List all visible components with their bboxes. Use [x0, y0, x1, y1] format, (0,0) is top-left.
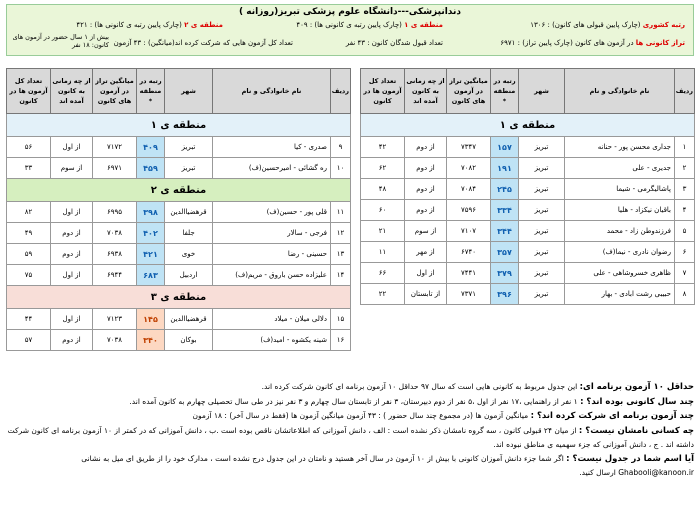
joined-since: از سوم	[51, 158, 93, 179]
table-row	[7, 265, 351, 286]
table-row	[7, 158, 351, 179]
exam-count: ۱۱	[361, 242, 405, 263]
rank-in-region: ۳۹۸	[137, 202, 165, 223]
note-question: آیا اسم شما در جدول نیست؟ :	[566, 453, 694, 464]
city: تبریز	[519, 242, 565, 263]
avg-taraz: ۶۹۹۵	[93, 202, 137, 223]
joined-since: از دوم	[51, 244, 93, 265]
rank-in-region: ۱۴۵	[137, 309, 165, 330]
exam-count: ۴۴	[7, 309, 51, 330]
col-count: تعداد کل آزمون ها در کانون	[7, 69, 51, 114]
avg-taraz: ۷۱۲۳	[93, 309, 137, 330]
row-number: ۲	[675, 158, 695, 179]
col-name: نام خانوادگی و نام	[213, 69, 331, 114]
row-number: ۱	[675, 137, 695, 158]
table-row	[361, 200, 695, 221]
note-answer: ۱ نفر از راهنمایی ،۱۷ نفر از اول ،۵ نفر از دوم دبیرستان، ۳ نفر از تابستان سال چهارم و ۳ نفر نیز در طی سال تحصیلی چهارم به کانون آمده اند.	[129, 396, 581, 406]
note-line	[6, 452, 694, 467]
table-row	[361, 179, 695, 200]
joined-since: از دوم	[405, 200, 447, 221]
avg-taraz: ۶۹۳۸	[93, 244, 137, 265]
note-answer: Ghabooli@kanoon.ir ارسال کنید.	[579, 468, 694, 477]
rank-in-region: ۳۴۰	[137, 330, 165, 351]
student-name: باقیان نیکزاد - هلیا	[565, 200, 675, 221]
row-number: ۱۲	[331, 223, 351, 244]
note-line	[6, 380, 694, 395]
joined-since: از اول	[51, 265, 93, 286]
col-name: نام خانوادگی و نام	[565, 69, 675, 114]
student-name: پاشالیگرمی - شیما	[565, 179, 675, 200]
avg-taraz: ۷۱۰۷	[447, 221, 491, 242]
student-name: حسینی - رضا	[213, 244, 331, 265]
exam-count: ۲۱	[361, 221, 405, 242]
city: تبریز	[519, 284, 565, 305]
city: جلفا	[165, 223, 213, 244]
note-answer: از میان ۲۴ قبولی کانون ، سه گروه نامشان ذکر نشده است : الف ، دانش آموزانی که اطلاعاتشان ناقص بوده است .ب ، دانش آموزانی که در کمتر از ۱۰ آزمون برنامه ای کانون شرکت داشته اند . ج ، دانش آموزانی که جزء سهمیه ی مناطق نبوده اند.	[7, 425, 694, 449]
rank-in-region: ۱۵۷	[491, 137, 519, 158]
table-row	[7, 223, 351, 244]
rank-in-region: ۳۷۹	[491, 263, 519, 284]
avg-taraz: ۷۵۹۶	[447, 200, 491, 221]
city: بوکان	[165, 330, 213, 351]
row-number: ۱۱	[331, 202, 351, 223]
notes-section	[6, 380, 694, 481]
student-name: حبیبی رشت ابادی - بهار	[565, 284, 675, 305]
student-name: علیزاده حسن باروق - مریم(ف)	[213, 265, 331, 286]
city: تبریز	[519, 158, 565, 179]
table-row	[361, 284, 695, 305]
city: تبریز	[519, 137, 565, 158]
table-row	[361, 158, 695, 179]
student-name: شینه یکشوه - امید(ف)	[213, 330, 331, 351]
row-number: ۹	[331, 137, 351, 158]
col-count: تعداد کل آزمون ها در کانون	[361, 69, 405, 114]
row-number: ۱۶	[331, 330, 351, 351]
avg-taraz: ۷۰۳۸	[93, 330, 137, 351]
exam-count: ۶۶	[361, 263, 405, 284]
joined-since: از دوم	[51, 330, 93, 351]
joined-since: از دوم	[51, 223, 93, 244]
table-row	[361, 221, 695, 242]
joined-since: از دوم	[405, 179, 447, 200]
table-row	[361, 137, 695, 158]
joined-since: از دوم	[405, 158, 447, 179]
student-name: رضوان نادری - نیما(ف)	[565, 242, 675, 263]
student-name: فرزندوطن زاد - محمد	[565, 221, 675, 242]
row-number: ۵	[675, 221, 695, 242]
table-row	[361, 263, 695, 284]
joined-since: از سوم	[405, 221, 447, 242]
exam-count: ۸۲	[7, 202, 51, 223]
region-heading: منطقه ی ۱	[7, 114, 351, 137]
rank-in-region: ۶۸۳	[137, 265, 165, 286]
row-number: ۱۰	[331, 158, 351, 179]
city: اردبیل	[165, 265, 213, 286]
note-line	[6, 424, 694, 452]
table-row	[7, 244, 351, 265]
exam-count: ۴۸	[361, 179, 405, 200]
student-name: قلی پور - حسین(ف)	[213, 202, 331, 223]
rank-in-region: ۴۰۹	[137, 137, 165, 158]
note-line	[6, 466, 694, 481]
row-number: ۴	[675, 200, 695, 221]
avg-taraz: ۷۳۷۱	[447, 284, 491, 305]
city: تبریز	[519, 179, 565, 200]
row-number: ۳	[675, 179, 695, 200]
row-number: ۶	[675, 242, 695, 263]
table-row	[7, 330, 351, 351]
accepted-count: تعداد قبول شدگان کانون : ۴۳ نفر	[345, 39, 443, 47]
student-name: جداری محسن پور - حنانه	[565, 137, 675, 158]
exam-count: ۲۲	[361, 284, 405, 305]
rank-in-region: ۱۹۱	[491, 158, 519, 179]
joined-since: از اول	[51, 202, 93, 223]
row-number: ۱۳	[331, 244, 351, 265]
row-number: ۸	[675, 284, 695, 305]
avg-taraz: ۷۰۸۴	[447, 179, 491, 200]
student-name: ظاهری خسروشاهی - علی	[565, 263, 675, 284]
rank-in-region: ۲۴۵	[491, 179, 519, 200]
note-question: حداقل ۱۰ آزمون برنامه ای:	[579, 382, 694, 392]
table-row	[7, 137, 351, 158]
col-rank: رتبه در منطقه *	[491, 69, 519, 114]
note-question: چه کسانی نامشان نیست؟ :	[578, 425, 694, 436]
table-row	[361, 242, 695, 263]
rank-in-region: ۳۳۴	[491, 200, 519, 221]
city: تبریز	[165, 158, 213, 179]
rank-in-region: ۴۰۲	[137, 223, 165, 244]
region-heading: منطقه ی ۲	[7, 179, 351, 202]
col-rank: رتبه در منطقه *	[137, 69, 165, 114]
joined-since: از اول	[51, 137, 93, 158]
region1-info: منطقه ی ۱ (چارک پایین رتبه ی کانونی ها) : ۴۰۹	[296, 21, 443, 29]
city: تبریز	[519, 221, 565, 242]
city: قرهضیاالدین	[165, 309, 213, 330]
avg-taraz: ۷۰۳۸	[93, 223, 137, 244]
rank-in-region: ۴۵۹	[137, 158, 165, 179]
student-name: جدیری - علی	[565, 158, 675, 179]
summary-header	[6, 4, 694, 56]
exam-count: ۴۲	[361, 137, 405, 158]
exam-count: ۷۵	[7, 265, 51, 286]
exam-count: ۶۰	[361, 200, 405, 221]
city: تبریز	[165, 137, 213, 158]
national-rank-info: رتبه کشوری (چارک پایین قبولی های کانون) : ۱۳۰۶	[530, 21, 685, 29]
student-name: صدری - کیا	[213, 137, 331, 158]
avg-taraz: ۶۹۴۴	[93, 265, 137, 286]
exam-count: ۵۹	[7, 244, 51, 265]
rank-in-region: ۳۹۶	[491, 284, 519, 305]
note-answer: این جدول مربوط به کانونی هایی است که سال ۹۷ حداقل ۱۰ آزمون برنامه ای کانون شرکت کرده اند.	[261, 382, 580, 391]
joined-since: از دوم	[405, 137, 447, 158]
avg-taraz: ۷۰۸۲	[447, 158, 491, 179]
city: قرهضیاالدین	[165, 202, 213, 223]
table-row	[7, 202, 351, 223]
col-since: از چه زمانی به کانون آمده اند	[405, 69, 447, 114]
joined-since: از تابستان	[405, 284, 447, 305]
multi-year-info: بیش از ۱ سال حضور در آزمون های کانون: ۱۸ نفر	[12, 33, 109, 49]
col-row: ردیف	[675, 69, 695, 114]
avg-taraz: ۷۱۷۲	[93, 137, 137, 158]
col-city: شهر	[519, 69, 565, 114]
student-name: دلالی میلان - میلاد	[213, 309, 331, 330]
exam-count: ۳۳	[7, 158, 51, 179]
exam-count: ۵۷	[7, 330, 51, 351]
region-heading: منطقه ی ۱	[361, 114, 695, 137]
joined-since: از اول	[51, 309, 93, 330]
rank-in-region: ۳۵۷	[491, 242, 519, 263]
joined-since: از اول	[405, 263, 447, 284]
student-name: ره گشائی - امیرحسین(ف)	[213, 158, 331, 179]
avg-taraz: ۶۹۷۱	[93, 158, 137, 179]
table-row	[7, 309, 351, 330]
student-name: فرجی - سالار	[213, 223, 331, 244]
col-since: از چه زمانی به کانون آمده اند	[51, 69, 93, 114]
rank-in-region: ۳۴۴	[491, 221, 519, 242]
avg-taraz: ۷۳۴۷	[447, 137, 491, 158]
col-row: ردیف	[331, 69, 351, 114]
right-results-table	[360, 68, 695, 305]
row-number: ۱۵	[331, 309, 351, 330]
exam-count: ۴۹	[7, 223, 51, 244]
left-results-table	[6, 68, 351, 351]
region-heading: منطقه ی ۳	[7, 286, 351, 309]
col-city: شهر	[165, 69, 213, 114]
region2-info: منطقه ی ۲ (چارک پایین رتبه ی کانونی ها) : ۴۲۱	[76, 21, 223, 29]
exam-count: ۶۲	[361, 158, 405, 179]
row-number: ۱۴	[331, 265, 351, 286]
note-line	[6, 409, 694, 424]
note-answer: اگر شما جزء دانش آموزان کانونی با بیش از ۱۰ آزمون در سال آخر هستید و نامتان در این جدول درج نشده است ، مدارک خود را از طریق ای میل به نشانی	[81, 453, 567, 463]
city: خوی	[165, 244, 213, 265]
exam-count: ۵۶	[7, 137, 51, 158]
city: تبریز	[519, 200, 565, 221]
city: تبریز	[519, 263, 565, 284]
taraz-info: تراز کانونی ها در آزمون های کانون (چارک پایین تراز) : ۶۹۷۱	[500, 39, 685, 47]
rank-in-region: ۴۲۱	[137, 244, 165, 265]
note-line	[6, 395, 694, 410]
note-answer: میانگین آزمون ها (در مجموع چند سال حضور ) : ۴۳ آزمون میانگین آزمون ها (فقط در سال آخر) : ۱۸ آزمون	[192, 411, 531, 420]
note-question: چند آزمون برنامه ای شرکت کرده اند؟ :	[530, 411, 694, 421]
exam-count-info: تعداد کل آزمون هایی که شرکت کرده اند(میانگین) : ۴۳ آزمون	[113, 39, 293, 47]
note-question: چند سال کانونی بوده اند؟ :	[580, 396, 694, 407]
avg-taraz: ۷۴۴۱	[447, 263, 491, 284]
col-taraz: میانگین تراز در آزمون های کانون	[447, 69, 491, 114]
page-title: دندانپزشکی---دانشگاه علوم پزشکی تبریز(روزانه )	[239, 7, 461, 17]
col-taraz: میانگین تراز در آزمون های کانون	[93, 69, 137, 114]
joined-since: از مهر	[405, 242, 447, 263]
avg-taraz: ۶۷۴۰	[447, 242, 491, 263]
row-number: ۷	[675, 263, 695, 284]
